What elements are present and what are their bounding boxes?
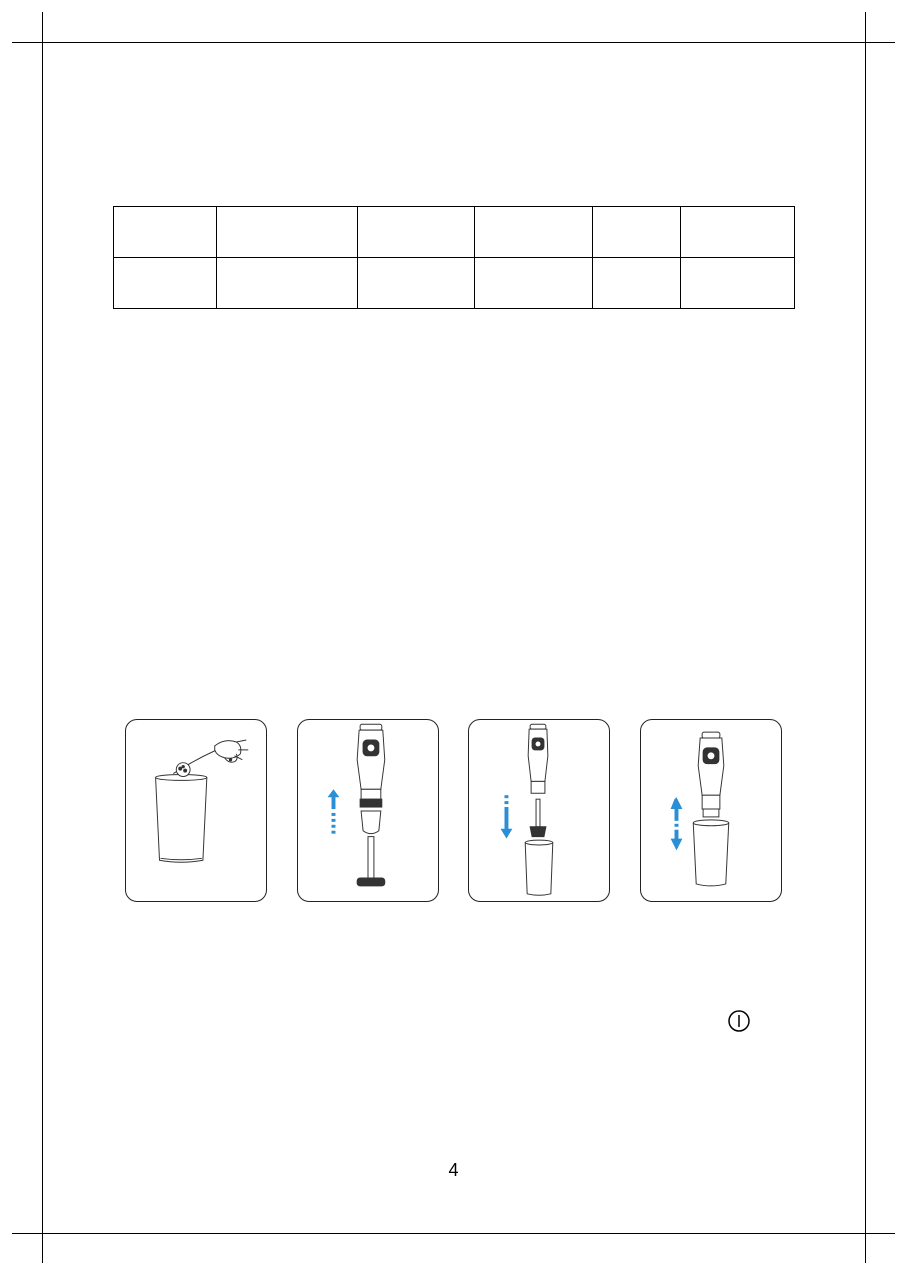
- table-cell: [358, 207, 475, 258]
- crop-mark-bottom-left-h: [12, 1233, 42, 1234]
- spec-table: [113, 206, 795, 309]
- crop-mark-top-right-v: [865, 12, 866, 42]
- illustration-attach-blending-shaft: [468, 719, 610, 902]
- table-cell: [358, 258, 475, 309]
- table-cell: [475, 258, 593, 309]
- illustration-add-ingredients: [125, 719, 267, 902]
- table-cell: [593, 207, 681, 258]
- table-row: [114, 207, 795, 258]
- blender-detach-illustration: [298, 720, 438, 901]
- crop-mark-top-right-h: [865, 42, 895, 43]
- table-cell: [681, 258, 795, 309]
- crop-mark-top-left-v: [42, 12, 43, 42]
- table-cell: [475, 207, 593, 258]
- beaker-spoon-illustration: [126, 720, 266, 901]
- crop-mark-bottom-left-v: [42, 1233, 43, 1263]
- page-number: 4: [448, 1160, 459, 1180]
- up-arrow-icon: [328, 789, 340, 809]
- blender-insert-illustration: [469, 720, 609, 901]
- trim-line-top: [42, 42, 865, 43]
- crop-mark-bottom-right-v: [865, 1233, 866, 1263]
- crop-mark-top-left-h: [12, 42, 42, 43]
- table-cell: [114, 207, 217, 258]
- trim-line-left: [42, 42, 43, 1233]
- table-row: [114, 258, 795, 309]
- down-arrow-icon: [501, 807, 513, 839]
- table-cell: [217, 207, 358, 258]
- illustration-remove-blending-shaft: [297, 719, 439, 902]
- blender-in-beaker-illustration: [641, 720, 781, 901]
- crop-mark-bottom-right-h: [865, 1233, 895, 1234]
- table-cell: [681, 207, 795, 258]
- table-cell: [593, 258, 681, 309]
- table-cell: [217, 258, 358, 309]
- trim-line-right: [865, 42, 866, 1233]
- table-cell: [114, 258, 217, 309]
- illustration-blend-up-down: [640, 719, 782, 902]
- power-icon: [727, 1009, 751, 1033]
- trim-line-bottom: [42, 1233, 865, 1234]
